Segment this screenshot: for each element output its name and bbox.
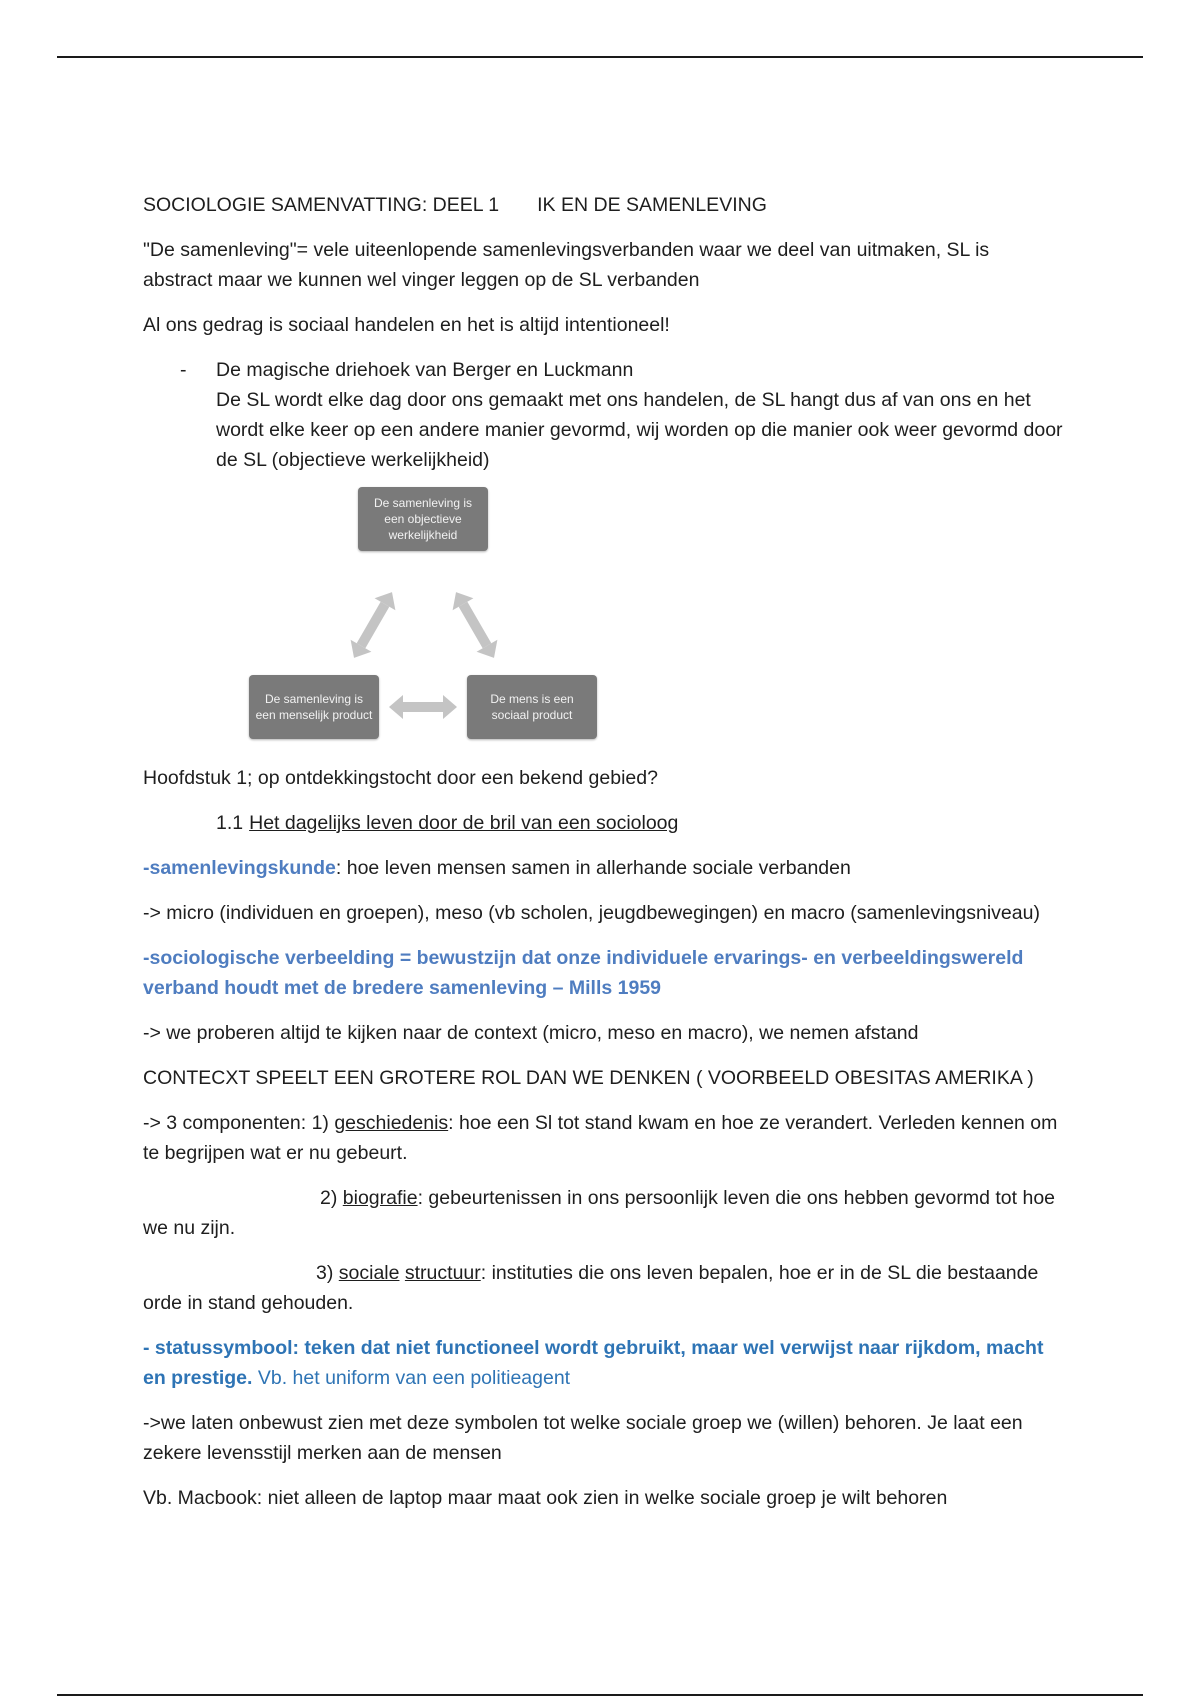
section-number: 1.1 bbox=[216, 812, 244, 834]
term-biografie: biografie bbox=[342, 1187, 418, 1209]
paragraph-statussymbool bbox=[143, 1333, 1063, 1393]
section-title: Het dagelijks leven door de bril van een socioloog bbox=[249, 812, 679, 834]
header-rule bbox=[57, 56, 1143, 58]
document-title bbox=[143, 190, 1063, 220]
paragraph-onbewust: ->we laten onbewust zien met deze symbolen tot welke sociale groep we (willen) behoren. Je laat een zekere levensstijl merken aan de mensen bbox=[143, 1412, 1023, 1464]
bullet-item-driehoek bbox=[143, 355, 1063, 475]
paragraph-componenten bbox=[143, 1108, 1063, 1168]
bullet-text: De SL wordt elke dag door ons gemaakt met ons handelen, de SL hangt dus af van ons en het wordt elke keer op een andere manier gevormd, wij worden op die manier ook weer gevormd door de SL (objectieve werkelijkheid) bbox=[216, 389, 1063, 471]
paragraph-context: -> we proberen altijd te kijken naar de context (micro, meso en macro), we nemen afstand bbox=[143, 1022, 919, 1044]
title-right: IK EN DE SAMENLEVING bbox=[537, 194, 767, 216]
def-geschiedenis: : hoe een Sl tot stand kwam en hoe ze verandert. Verleden kennen om te begrijpen wat er nu gebeurt. bbox=[143, 1112, 1058, 1164]
biografie-number: 2) bbox=[320, 1187, 343, 1209]
document-body bbox=[143, 190, 1063, 1528]
paragraph-sociologische-verbeelding: -sociologische verbeelding = bewustzijn dat onze individuele ervarings- en verbeeldingswereld verband houdt met de bredere samenleving – Mills 1959 bbox=[143, 947, 1024, 999]
term-sociale: sociale bbox=[338, 1262, 400, 1284]
term-structuur: structuur bbox=[404, 1262, 481, 1284]
example-politieagent: Vb. het uniform van een politieagent bbox=[252, 1367, 571, 1389]
chapter-heading: Hoofdstuk 1; op ontdekkingstocht door een bekend gebied? bbox=[143, 767, 658, 789]
def-statussymbool: - statussymbool: teken dat niet functioneel wordt gebruikt, maar wel verwijst naar rijkdom, macht en prestige. bbox=[143, 1337, 1044, 1389]
diagram-box-sociaal-product: De mens is een sociaal product bbox=[467, 675, 597, 739]
diagram-box-objectieve-werkelijkheid: De samenleving is een objectieve werkelijkheid bbox=[358, 487, 488, 551]
def-sociale-structuur: : instituties die ons leven bepalen, hoe er in de SL die bestaande orde in stand gehouden. bbox=[143, 1262, 1039, 1314]
title-left: SOCIOLOGIE SAMENVATTING: DEEL 1 bbox=[143, 194, 500, 216]
paragraph-micro-meso-macro: -> micro (individuen en groepen), meso (vb scholen, jeugdbewegingen) en macro (samenlevingsniveau) bbox=[143, 902, 1040, 924]
arrow-left-diagonal bbox=[344, 586, 403, 664]
componenten-prefix: -> 3 componenten: 1) bbox=[143, 1112, 335, 1134]
def-samenlevingskunde: : hoe leven mensen samen in allerhande sociale verbanden bbox=[335, 857, 851, 879]
diagram-box-menselijk-product: De samenleving is een menselijk product bbox=[249, 675, 379, 739]
arrow-horizontal bbox=[389, 695, 457, 719]
paragraph-macbook: Vb. Macbook: niet alleen de laptop maar maat ook zien in welke sociale groep je wilt behoren bbox=[143, 1487, 948, 1509]
term-samenlevingskunde: -samenlevingskunde bbox=[143, 857, 336, 879]
paragraph-gedrag: Al ons gedrag is sociaal handelen en het is altijd intentioneel! bbox=[143, 314, 670, 336]
paragraph-samenlevingskunde bbox=[143, 853, 1063, 883]
paragraph-biografie bbox=[143, 1183, 1063, 1243]
section-heading bbox=[143, 808, 1063, 838]
def-biografie: : gebeurtenissen in ons persoonlijk leven die ons hebben gevormd tot hoe we nu zijn. bbox=[143, 1187, 1056, 1239]
paragraph-samenleving: "De samenleving"= vele uiteenlopende samenlevingsverbanden waar we deel van uitmaken, SL is abstract maar we kunnen wel vinger leggen op de SL verbanden bbox=[143, 239, 990, 291]
paragraph-sociale-structuur bbox=[143, 1258, 1063, 1318]
footer-rule bbox=[57, 1694, 1143, 1696]
structuur-number: 3) bbox=[316, 1262, 339, 1284]
paragraph-contecxt: CONTECXT SPEELT EEN GROTERE ROL DAN WE DENKEN ( VOORBEELD OBESITAS AMERIKA ) bbox=[143, 1067, 1034, 1089]
bullet-dash: - bbox=[180, 359, 187, 381]
arrow-right-diagonal bbox=[446, 586, 505, 664]
driehoek-diagram bbox=[143, 485, 1063, 755]
bullet-title: De magische driehoek van Berger en Luckmann bbox=[216, 359, 634, 381]
term-geschiedenis: geschiedenis bbox=[334, 1112, 449, 1134]
